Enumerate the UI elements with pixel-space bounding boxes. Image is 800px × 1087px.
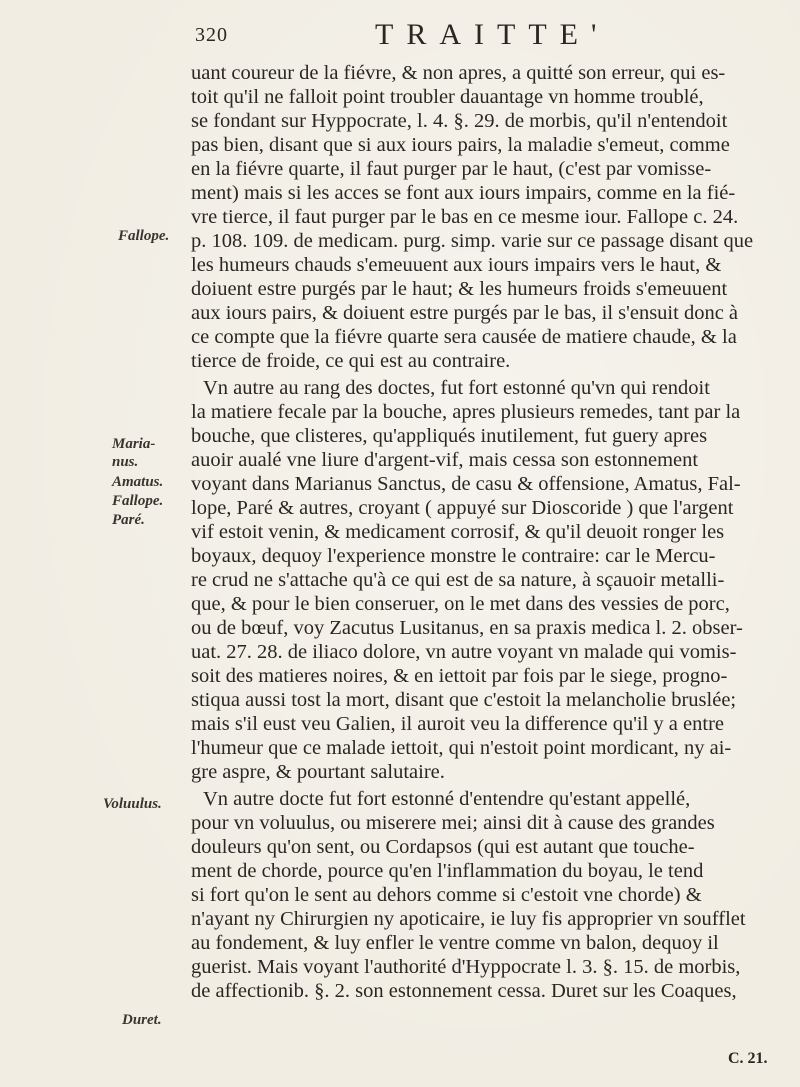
text-line: boyaux, dequoy l'experience monstre le contraire: car le Mercu-: [191, 545, 716, 567]
margin-notes: [0, 0, 170, 1087]
text-line: ment de chorde, pource qu'en l'inflammation du boyau, le tend: [191, 860, 704, 882]
text-line: lope, Paré & autres, croyant ( appuyé sur Dioscoride ) que l'argent: [191, 497, 734, 519]
margin-note: Fallope.: [112, 493, 164, 509]
text-line: pas bien, disant que si aux iours pairs, la maladie s'emeut, comme: [191, 134, 730, 156]
text-line: Vn autre docte fut fort estonné d'entendre qu'estant appellé,: [203, 788, 691, 810]
running-title: TRAITTE': [375, 18, 610, 51]
text-line: n'ayant ny Chirurgien ny apoticaire, ie luy fis approprier vn soufflet: [191, 908, 746, 930]
page-number: 320: [195, 24, 228, 46]
text-line: au fondement, & luy enfler le ventre comme vn balon, dequoy il: [191, 932, 719, 954]
text-line: Vn autre au rang des doctes, fut fort estonné qu'vn qui rendoit: [203, 377, 710, 399]
margin-note: Amatus.: [112, 474, 164, 490]
text-line: ment) mais si les acces se font aux iours impairs, comme en la fié-: [191, 182, 736, 204]
text-line: tierce de froide, ce qui est au contraire.: [191, 350, 511, 372]
text-line: p. 108. 109. de medicam. purg. simp. varie sur ce passage disant que: [191, 230, 754, 252]
text-line: se fondant sur Hyppocrate, l. 4. §. 29. de morbis, qu'il n'entendoit: [191, 110, 728, 132]
text-line: uat. 27. 28. de iliaco dolore, vn autre voyant vn malade qui vomis-: [191, 641, 737, 663]
text-line: auoir aualé vne liure d'argent-vif, mais cessa son estonnement: [191, 449, 699, 471]
text-line: mais s'il eust veu Galien, il auroit veu la difference qu'il y a entre: [191, 713, 724, 735]
margin-note: Fallope.: [118, 228, 170, 244]
text-line: pour vn voluulus, ou miserere mei; ainsi dit à cause des grandes: [191, 812, 715, 834]
text-line: la matiere fecale par la bouche, apres plusieurs remedes, tant par la: [191, 401, 741, 423]
margin-note: Paré.: [112, 512, 145, 528]
text-line: guerist. Mais voyant l'authorité d'Hyppocrate l. 3. §. 15. de morbis,: [191, 956, 741, 978]
text-line: soit des matieres noires, & en iettoit par fois par le siege, progno-: [191, 665, 728, 687]
text-line: toit qu'il ne falloit point troubler dauantage vn homme troublé,: [191, 86, 704, 108]
margin-note: nus.: [112, 454, 139, 470]
margin-note: Duret.: [122, 1012, 162, 1028]
text-line: voyant dans Marianus Sanctus, de casu & offensione, Amatus, Fal-: [191, 473, 741, 495]
text-line: doiuent estre purgés par le haut; & les humeurs froids s'emeuuent: [191, 278, 728, 300]
text-line: que, & pour le bien conseruer, on le met dans des vessies de porc,: [191, 593, 730, 615]
text-line: si fort qu'on le sent au dehors comme si c'estoit vne chorde) &: [191, 884, 702, 906]
text-line: aux iours pairs, & doiuent estre purgés par le bas, il s'ensuit donc à: [191, 302, 739, 324]
text-line: stiqua aussi tost la mort, disant que c'estoit la melancholie bruslée;: [191, 689, 737, 711]
text-line: ou de bœuf, voy Zacutus Lusitanus, en sa praxis medica l. 2. obser-: [191, 617, 743, 639]
catchword: C. 21.: [728, 1050, 768, 1067]
text-line: vif estoit venin, & medicament corrosif, & qu'il deuoit ronger les: [191, 521, 725, 543]
text-line: de affectionib. §. 2. son estonnement cessa. Duret sur les Coaques,: [191, 980, 737, 1002]
page-header: [195, 18, 775, 54]
text-line: uant coureur de la fiévre, & non apres, a quitté son erreur, qui es-: [191, 62, 726, 84]
margin-note: Voluulus.: [103, 796, 162, 812]
text-line: gre aspre, & pourtant salutaire.: [191, 761, 445, 783]
text-line: ce compte que la fiévre quarte sera causée de matiere chaude, & la: [191, 326, 737, 348]
text-line: douleurs qu'on sent, ou Cordapsos (qui est autant que touche-: [191, 836, 695, 858]
text-line: re crud ne s'attache qu'à ce qui est de sa nature, à sçauoir metalli-: [191, 569, 725, 591]
text-line: en la fiévre quarte, il faut purger par le haut, (c'est par vomisse-: [191, 158, 712, 180]
text-line: les humeurs chauds s'emeuuent aux iours impairs vers le haut, &: [191, 254, 722, 276]
text-line: bouche, que clisteres, qu'appliqués inutilement, fut guery apres: [191, 425, 708, 447]
margin-note: Maria-: [112, 436, 156, 452]
text-line: vre tierce, il faut purger par le bas en ce mesme iour. Fallope c. 24.: [191, 206, 739, 228]
text-line: l'humeur que ce malade iettoit, qui n'estoit point mordicant, ny ai-: [191, 737, 732, 759]
